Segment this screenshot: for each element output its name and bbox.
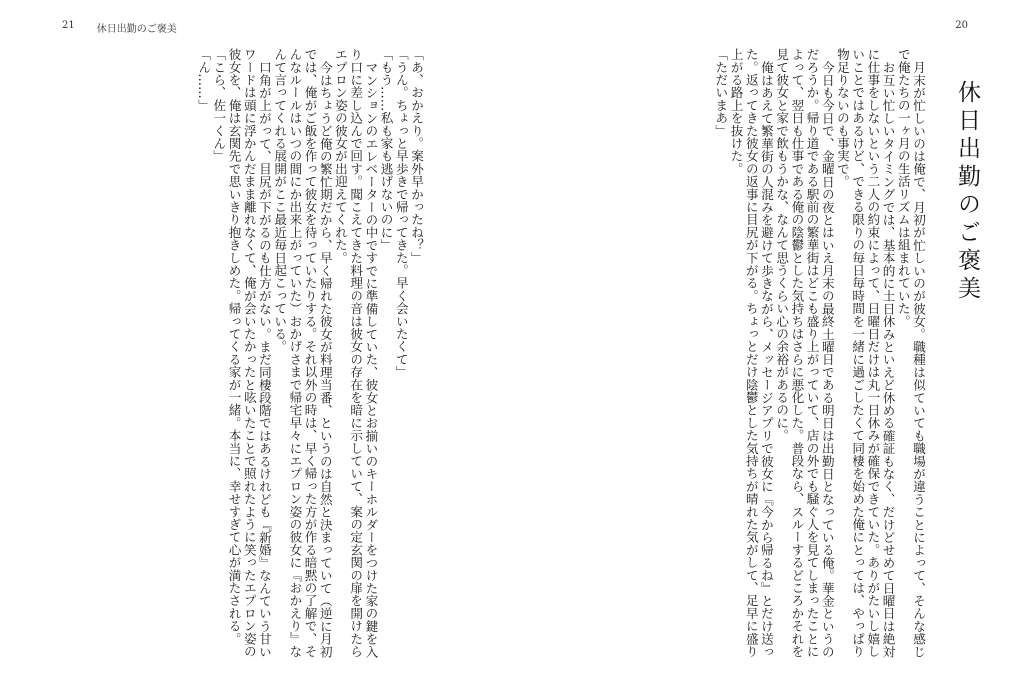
page-number: 21 [62, 20, 75, 31]
page-number: 20 [955, 20, 968, 31]
dialogue-line: 「ん……」 [196, 48, 212, 112]
dialogue-line: 「こら、佐一くん」 [211, 48, 227, 163]
dialogue-line: 「ただいまあ」 [713, 48, 729, 137]
narration-paragraph: 今はちょうど俺の繁忙期だから、早く帰れた彼女が料理当番、というのは自然と決まっていて（逆に月初では、俺がご飯を作って彼女を待っていたりする。それ以外の時は、早く帰った方が作る暗黙の了解で、そんなルールはいつの間にか出来上がっていた）おかげさまで帰宅早々にエプロン姿の彼女に『おかえり』なんて言ってくれる展開がここ最近毎日起こっている。 [272, 48, 333, 658]
dialogue-line: 「あ、おかえり。案外早かったね？」 [409, 48, 424, 264]
dialogue-line: 「もう……私も家も逃げないのに」 [378, 48, 394, 252]
left-page-body [4, 48, 424, 668]
dialogue-line: 「うん。ちょっと早歩きで帰ってきた。早く会いたくて」 [393, 48, 409, 379]
narration-paragraph: 今日も今日で、金曜日の夜とはいえ月末の最終土曜日である明日は出勤日となっている俺。華金というのだろうか。帰り道である駅前の繁華街はどこも盛り上がっていて、店の外でも騒ぐ人を見てしまったことによって、翌日も仕事である俺の陰鬱とした気持ちはさらに悪化した。普段なら、スルーするどころかそれを見て彼女と家で飲もうかな、なんて思うくらい心の余裕があるのに。 [774, 48, 835, 658]
left-page-header [62, 20, 177, 35]
right-page-header [955, 20, 968, 31]
narration-paragraph: マンションのエレベーターの中ですでに準備していた、彼女とお揃いのキーホルダーをつけた家の鍵を入り口に差し込んで回す。聞こえてきた料理の音は彼女の存在を暗に示していて、案の定玄関の扉を開けたらエプロン姿の彼女が出迎えてくれた。 [332, 48, 379, 658]
right-page [512, 0, 1024, 700]
running-head: 休日出勤のご褒美 [96, 24, 177, 35]
right-page-body [581, 48, 926, 668]
narration-paragraph: 口角が上がって、目尻が下がるのも仕方がない。まだ同棲段階ではあるけれども『新婚』なんていう甘いワードは頭に浮かんだまま離れなくて、俺が会いたかったと呟いたことで照れたように笑ったエプロン姿の彼女を、俺は玄関先で思いきり抱きしめた。帰ってくる家が一緒。本当に、幸せすぎて心が満たされる。 [226, 48, 272, 658]
narration-paragraph: 俺はあえて繁華街の人混みを避けて歩きながら、メッセージアプリで彼女に『今から帰るね』とだけ送った。返ってきた彼女の返事に目尻が下がる。ちょっとだけ陰鬱とした気持ちが晴れた気がして、足早に盛り上がる路上を抜けた。 [728, 48, 774, 658]
narration-paragraph: 月末が忙しいのは俺で、月初が忙しいのが彼女。職種は似ていても職場が違うことによって、そんな感じで俺たちの一ヶ月の生活リズムは組まれていた。 [895, 48, 926, 658]
narration-paragraph: お互い忙しいタイミングでは、基本的に土日休みといえど休める確証もなく、だけどせめて日曜日は絶対に仕事をしないという二人の約束によって、日曜日だけは丸一日休みが確保できていた。ありがたいし嬉しいことではあるけど、できる限りの毎日毎時間を一緒に過ごしたくて同棲を始めた俺にとっては、やっぱり物足りないのも事実で。 [834, 48, 896, 658]
chapter-title: 休日出勤のご褒美 [954, 80, 980, 304]
